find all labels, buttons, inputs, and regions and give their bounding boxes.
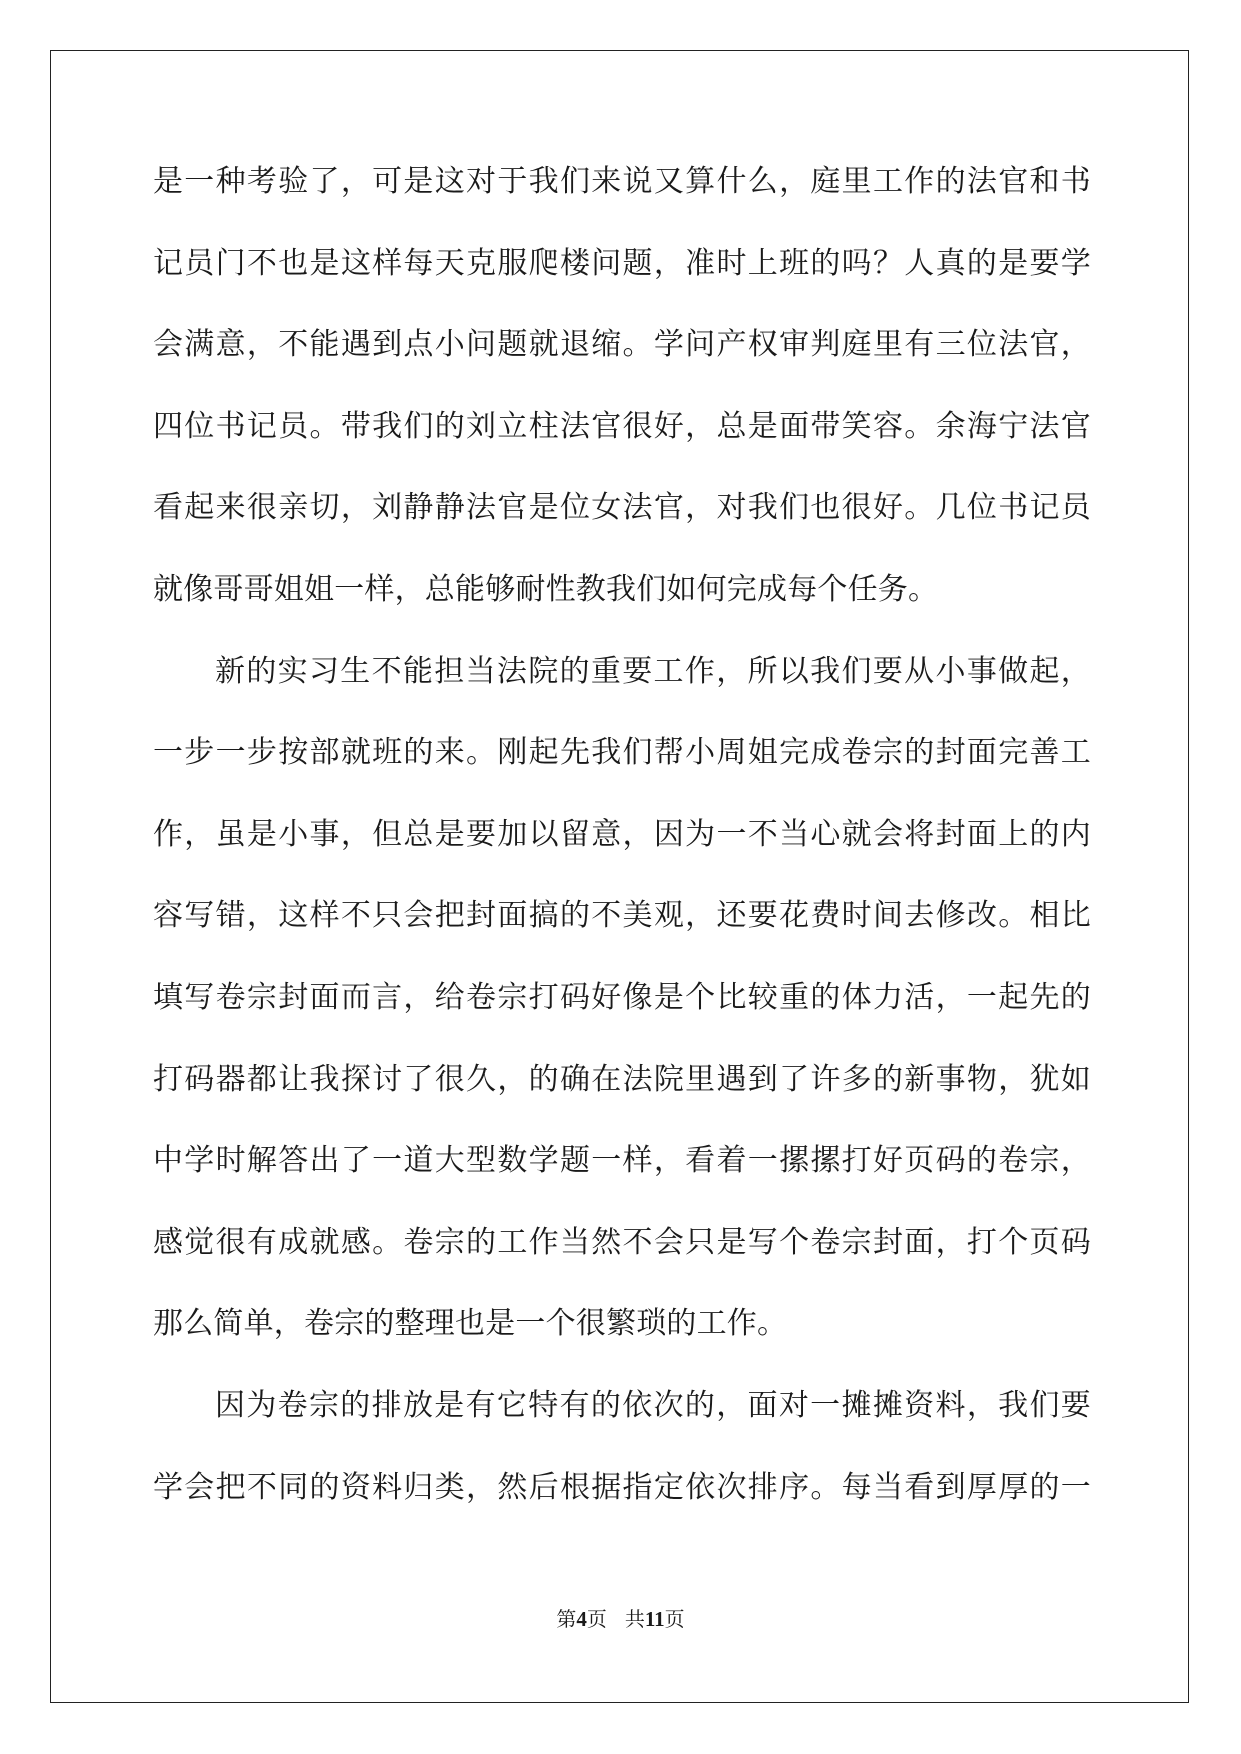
text-line: 那么简单，卷宗的整理也是一个很繁琐的工作。 [153,1306,788,1342]
text-line: 看起来很亲切，刘静静法官是位女法官，对我们也很好。几位书记员 [153,490,1091,526]
text-line: 记员门不也是这样每天克服爬楼问题，准时上班的吗？人真的是要学 [153,245,1091,281]
text-line: 打码器都让我探讨了很久，的确在法院里遇到了许多的新事物，犹如 [153,1061,1091,1097]
text-line: 感觉很有成就感。卷宗的工作当然不会只是写个卷宗封面，打个页码 [153,1224,1091,1260]
text-line: 是一种考验了，可是这对于我们来说又算什么，庭里工作的法官和书 [153,164,1091,199]
text-line: 就像哥哥姐姐一样，总能够耐性教我们如何完成每个任务。 [153,571,939,607]
text-line: 填写卷宗封面而言，给卷宗打码好像是个比较重的体力活，一起先的 [153,979,1091,1015]
text-line: 中学时解答出了一道大型数学题一样，看着一摞摞打好页码的卷宗， [153,1143,1091,1179]
total-pages: 11 [644,1607,665,1631]
text-line: 新的实习生不能担当法院的重要工作，所以我们要从小事做起， [215,653,1091,689]
text-line: 一步一步按部就班的来。刚起先我们帮小周姐完成卷宗的封面完善工 [153,735,1091,771]
text-line: 学会把不同的资料归类，然后根据指定依次排序。每当看到厚厚的一 [153,1469,1091,1505]
page-suffix: 页 [586,1607,607,1631]
page-number: 4 [576,1607,587,1631]
page-footer [0,1603,1241,1632]
text-line: 因为卷宗的排放是有它特有的依次的，面对一摊摊资料，我们要 [215,1387,1091,1423]
document-body [153,158,1091,1545]
total-prefix: 共 [624,1607,645,1631]
text-line: 作，虽是小事，但总是要加以留意，因为一不当心就会将封面上的内 [153,816,1091,852]
total-suffix: 页 [664,1607,685,1631]
text-line: 四位书记员。带我们的刘立柱法官很好，总是面带笑容。余海宁法官 [153,408,1091,444]
text-line: 会满意，不能遇到点小问题就退缩。学问产权审判庭里有三位法官， [153,327,1091,363]
text-line: 容写错，这样不只会把封面搞的不美观，还要花费时间去修改。相比 [153,898,1091,934]
page-prefix: 第 [556,1607,577,1631]
